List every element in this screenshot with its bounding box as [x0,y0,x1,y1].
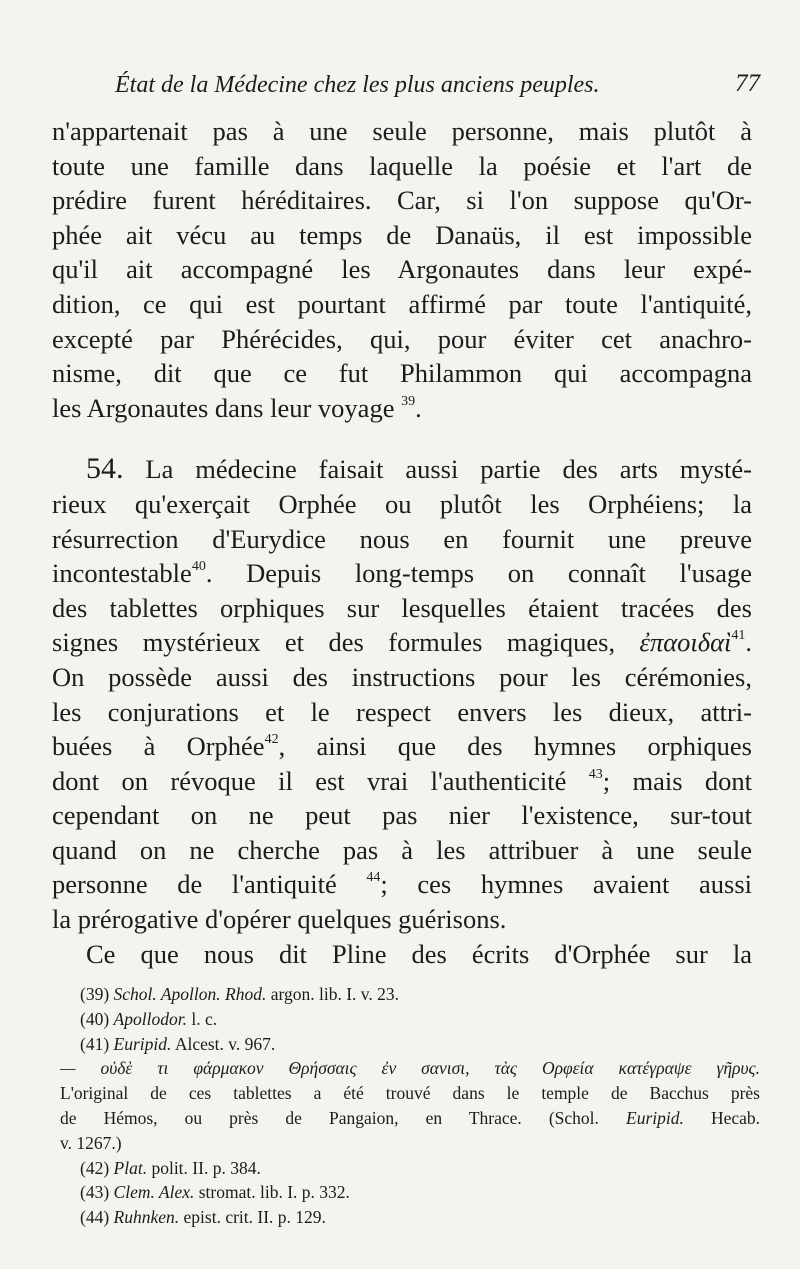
footnotes [60,982,760,1230]
footnote-text: argon. lib. I. v. 23. [270,984,400,1004]
footnote-text: Alcest. v. 967. [174,1033,276,1054]
text-line: excepté par Phérécides, qui, pour éviter cet anachro- [52,323,752,354]
footnote-number: (44) [80,1207,110,1228]
text-fragment: . Depuis long-temps on connaît l'usage [205,558,752,589]
footnote-number: (43) [80,1182,110,1203]
footnote-author: Schol. Apollon. Rhod. [113,984,267,1004]
text-line: dition, ce qui est pourtant affirmé par toute l'antiquité, [52,288,752,319]
text-fragment: incontestable [52,558,192,589]
text-fragment: ; ces hymnes avaient aussi [380,869,752,900]
footnote-text: Hecab. [710,1107,761,1128]
footnote-ref: 43 [588,766,603,782]
greek-word: ἐπαοιδαὶ [639,627,732,658]
text-line: la prérogative d'opérer quelques guérisons. [52,904,507,935]
footnote-author: Euripid. [113,1033,172,1054]
footnote-ref: 40 [191,559,206,575]
text-line: qu'il ait accompagné les Argonautes dans leur expé- [52,254,752,285]
text-fragment: les Argonautes dans leur voyage [52,392,395,423]
text-line [52,556,752,591]
text-line: n'appartenait pas à une seule personne, mais plutôt à [52,116,752,146]
footnote-43 [60,1180,760,1205]
footnote-41 [60,1032,760,1057]
text-line: les conjurations et le respect envers les dieux, attri- [52,696,752,727]
footnote-number: (40) [80,1008,110,1029]
text-line: cependant on ne peut pas nier l'existence, sur-tout [52,800,752,831]
running-title: État de la Médecine chez les plus anciens peuples. [115,72,600,98]
footnote-number: (39) [80,984,110,1004]
footnote-text: stromat. lib. I. p. 332. [198,1182,350,1203]
text-line: rieux qu'exerçait Orphée ou plutôt les Orphéiens; la [52,488,752,519]
text-line: On possède aussi des instructions pour les cérémonies, [52,661,752,692]
footnote-author: Apollodor. [113,1008,187,1029]
footnote-ref: 41 [731,628,746,644]
text-line: Ce que nous dit Pline des écrits d'Orphée sur la [86,938,752,969]
text-line: phée ait vécu au temps de Danaüs, il est impossible [52,219,752,250]
text-line: signes mystérieux et des formules magiques, ἐπαοιδαὶ$^{41}$. [52,627,752,658]
footnote-42 [60,1156,760,1181]
page-number: 77 [735,70,760,97]
footnote-ref: 39 [401,393,416,409]
footnote-author: Ruhnken. [113,1207,180,1228]
text-line: résurrection d'Eurydice nous en fournit une preuve [52,523,752,554]
footnote-author: Clem. Alex. [113,1182,195,1203]
text-line: les Argonautes dans leur voyage $^{39}$. [52,392,422,423]
footnote-author: Euripid. [626,1107,684,1128]
text-line: toute une famille dans laquelle la poésie et l'art de [52,150,752,181]
footnote-text: epist. crit. II. p. 129. [183,1207,326,1228]
footnote-39 [60,982,760,1007]
running-head [100,64,760,104]
text-line [52,729,752,764]
section-gap [52,425,752,452]
footnote-number: (42) [80,1157,110,1178]
text-fragment: , ainsi que des hymnes orphiques [278,731,752,762]
text-line [52,764,752,799]
greek-quote: — οὐδὲ τι φάρμακον Θρήσσαις ἐν σανισι, τὰς Ορφεία κατέγραψε γῆρυς. [60,1058,760,1079]
text-line [52,452,752,487]
footnote-line [60,1106,760,1131]
text-line: nisme, dit que ce fut Philammon qui accompagna [52,358,752,389]
footnote-text: L'original de ces tablettes a été trouvé dans le temple de Bacchus près [60,1083,760,1104]
footnote-number: (41) [80,1033,110,1054]
footnote-ref: 42 [264,732,279,748]
footnote-text: l. c. [191,1008,218,1029]
text-line: prédire furent héréditaires. Car, si l'on suppose qu'Or- [52,185,752,216]
footnote-author: Plat. [113,1157,148,1178]
footnote-text: polit. II. p. 384. [151,1157,261,1178]
footnote-text: de Hémos, ou près de Pangaion, en Thrace. (Schol. [60,1107,599,1128]
footnote-40 [60,1007,760,1032]
text-line [52,867,752,902]
text-fragment: personne de l'antiquité [52,869,337,900]
text-fragment: signes mystérieux et des formules magiques, [52,627,616,658]
text-fragment: buées à Orphée [52,731,265,762]
text-fragment: ; mais dont [602,765,753,796]
footnote-44 [60,1205,760,1230]
text-line: quand on ne cherche pas à les attribuer à une seule [52,834,752,865]
footnote-ref: 44 [366,870,381,886]
text-line: des tablettes orphiques sur lesquelles étaient tracées des [52,592,752,623]
footnote-text: v. 1267.) [60,1132,122,1153]
text-fragment: dont on révoque il est vrai l'authenticité [52,765,567,796]
main-text [52,114,752,971]
text-fragment: La médecine faisait aussi partie des arts mysté- [145,454,752,485]
footnote-greek-quote [60,1056,760,1081]
section-number: 54. [86,452,124,486]
